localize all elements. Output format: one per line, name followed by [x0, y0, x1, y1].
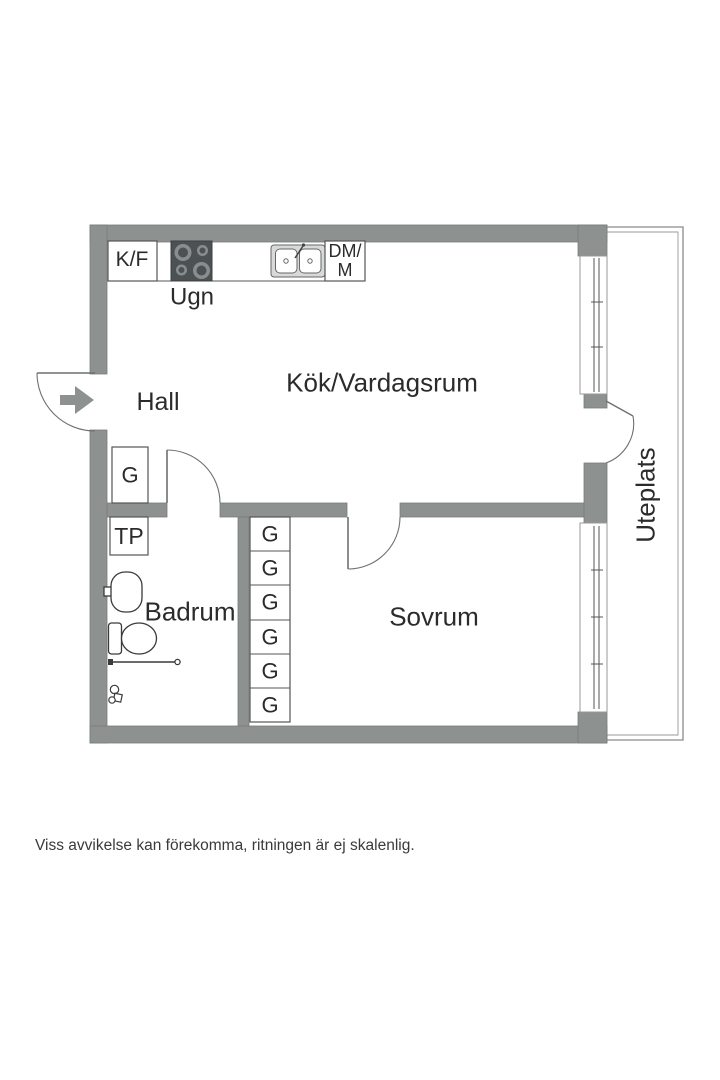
shower-rail-icon	[109, 659, 181, 664]
entry-arrow-icon	[60, 386, 94, 414]
bedroom-closet-label: G	[261, 521, 279, 547]
dishwasher-label	[329, 242, 362, 280]
bedroom-window	[580, 523, 607, 712]
wall-divider-left	[107, 503, 167, 517]
bedroom-closet-column	[250, 517, 290, 722]
hall-closet-label: G	[121, 462, 139, 488]
wall-right-stub	[584, 394, 607, 408]
washbasin-icon	[104, 572, 142, 612]
room-label-bathroom: Badrum	[144, 596, 236, 627]
door-leaf	[606, 401, 633, 416]
oven-label: Ugn	[169, 283, 215, 311]
fridge-freezer-label: K/F	[115, 247, 149, 271]
door-swing-icon	[348, 517, 400, 569]
wall-top	[90, 225, 607, 242]
room-label-kitchen-living: Kök/Vardagsrum	[286, 367, 478, 398]
wall-bottom	[90, 726, 607, 743]
sink-icon	[271, 243, 325, 277]
wall-divider-right	[400, 503, 584, 517]
door-swing-icon	[167, 450, 220, 503]
wall-bathroom-right	[238, 517, 249, 726]
bathroom-door	[167, 450, 220, 503]
wall-right-mid	[584, 463, 607, 523]
wall-divider-mid	[220, 503, 347, 517]
disclaimer-text: Viss avvikelse kan förekomma, ritningen är ej skalenlig.	[35, 837, 415, 854]
dishwasher-label-line2: M	[337, 260, 353, 280]
bedroom-closet-label: G	[261, 624, 279, 650]
kitchen-window	[580, 256, 607, 394]
bedroom-closet-label: G	[261, 589, 279, 615]
laundry-label: TP	[114, 522, 144, 549]
wall-right-top-corner	[578, 225, 607, 256]
wall-right-bottom-corner	[578, 712, 607, 743]
dishwasher-label-line1: DM/	[328, 241, 362, 261]
toilet-icon	[109, 623, 157, 654]
room-label-patio: Uteplats	[630, 447, 661, 543]
stove-icon	[171, 241, 212, 281]
floor-drain-icon	[109, 685, 122, 703]
room-label-hall: Hall	[136, 387, 180, 416]
wall-left-upper	[90, 225, 107, 374]
room-label-bedroom: Sovrum	[389, 601, 479, 632]
bedroom-door	[348, 517, 400, 569]
bedroom-closet-label: G	[261, 692, 279, 718]
bedroom-closet-label: G	[261, 555, 279, 581]
bedroom-closet-label: G	[261, 658, 279, 684]
